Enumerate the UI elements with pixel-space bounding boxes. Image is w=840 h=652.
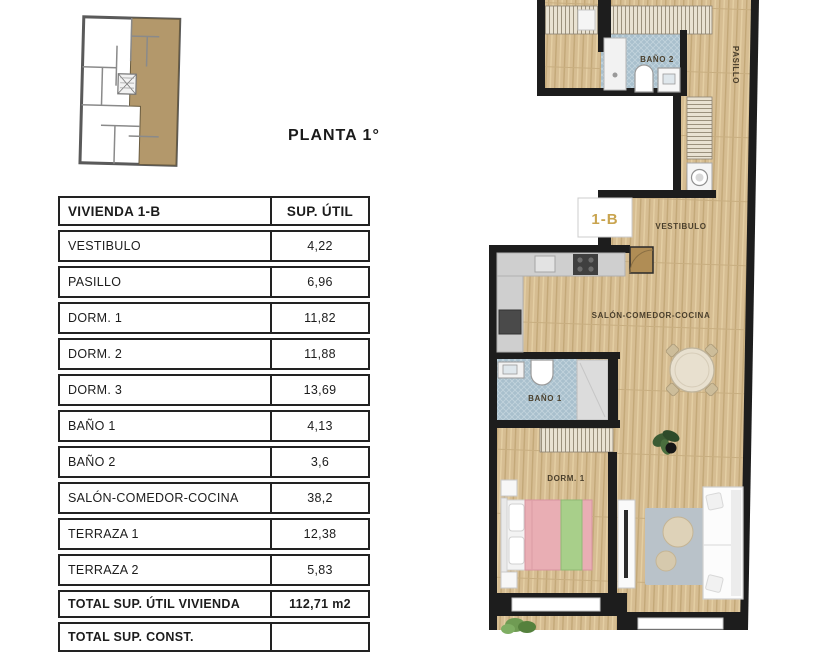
row-label: TERRAZA 1 (58, 518, 270, 550)
table-row (58, 446, 370, 478)
top-room-furniture (578, 10, 595, 30)
table-header-row (58, 196, 370, 226)
pouf-large (663, 517, 693, 547)
row-label: BAÑO 1 (58, 410, 270, 442)
table-row (58, 554, 370, 586)
table-partial-row (58, 622, 370, 630)
row-value: 11,82 (270, 302, 370, 334)
partial-value (270, 622, 370, 652)
unit-tag (578, 198, 632, 237)
table-row (58, 230, 370, 262)
dining-table (665, 343, 718, 396)
sofa (703, 487, 743, 599)
row-label: TERRAZA 2 (58, 554, 270, 586)
wardrobe-dorm1 (540, 428, 613, 452)
table-row (58, 482, 370, 514)
total-label: TOTAL SUP. ÚTIL VIVIENDA (58, 590, 270, 618)
table-row (58, 266, 370, 298)
row-label: DORM. 1 (58, 302, 270, 334)
entrance-door (630, 247, 653, 273)
table-row (58, 338, 370, 370)
label-bano1: BAÑO 1 (528, 394, 562, 403)
label-vestibulo: VESTIBULO (655, 222, 706, 231)
row-label: VESTIBULO (58, 230, 270, 262)
row-value: 12,38 (270, 518, 370, 550)
row-label: DORM. 2 (58, 338, 270, 370)
row-value: 38,2 (270, 482, 370, 514)
row-label: SALÓN-COMEDOR-COCINA (58, 482, 270, 514)
label-salon: SALÓN-COMEDOR-COCINA (592, 311, 711, 320)
mini-floorplan (68, 6, 198, 176)
label-pasillo: PASILLO (731, 46, 740, 84)
table-row (58, 374, 370, 406)
pouf-small (656, 551, 676, 571)
row-value: 6,96 (270, 266, 370, 298)
row-value: 4,13 (270, 410, 370, 442)
table-row (58, 302, 370, 334)
total-value: 112,71 m2 (270, 590, 370, 618)
wardrobe-top (543, 6, 712, 34)
unit-floorplan (485, 0, 770, 630)
row-label: BAÑO 2 (58, 446, 270, 478)
page-title: PLANTA 1° (288, 127, 380, 145)
label-bano2: BAÑO 2 (640, 55, 674, 64)
tv-unit (618, 500, 635, 588)
row-value: 4,22 (270, 230, 370, 262)
table-total-row (58, 590, 370, 618)
window-salon (638, 618, 723, 629)
row-value: 5,83 (270, 554, 370, 586)
table-header-unit: VIVIENDA 1-B (58, 196, 270, 226)
window-dorm1 (512, 598, 600, 611)
row-label: PASILLO (58, 266, 270, 298)
surface-table (58, 196, 370, 630)
row-value: 13,69 (270, 374, 370, 406)
row-value: 11,88 (270, 338, 370, 370)
table-header-sup: SUP. ÚTIL (270, 196, 370, 226)
label-dorm1: DORM. 1 (547, 474, 585, 483)
stove (573, 254, 598, 275)
row-label: DORM. 3 (58, 374, 270, 406)
unit-tag-label: 1-B (591, 211, 618, 228)
table-row (58, 518, 370, 550)
fridge (499, 310, 521, 334)
corridor-closet (687, 97, 712, 159)
washing-machine (687, 163, 712, 192)
row-value: 3,6 (270, 446, 370, 478)
table-row (58, 410, 370, 442)
partial-label: TOTAL SUP. CONST. (58, 622, 270, 652)
